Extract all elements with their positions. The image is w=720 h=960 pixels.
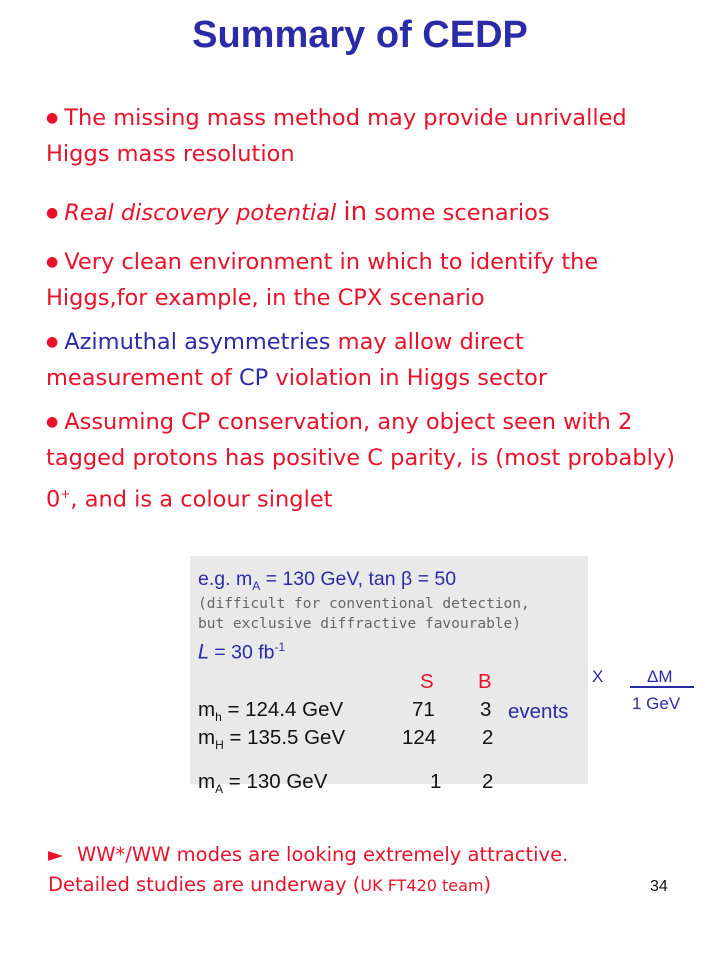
bullet-text: may allow direct measurement of [46, 329, 524, 391]
bullet-superscript: + [60, 487, 71, 501]
footer-text: Detailed studies are underway ( [48, 873, 361, 896]
bullet-text: The missing mass method may provide unrivalled Higgs mass resolution [46, 105, 627, 167]
signal-value: 124 [402, 726, 437, 749]
bullet-text-blue: asymmetries [184, 329, 331, 355]
signal-value: 71 [412, 698, 435, 721]
bullet-text: Very clean environment in which to identify the Higgs,for example, in the CPX scenario [46, 249, 599, 311]
luminosity-superscript: -1 [274, 640, 286, 654]
mass-symbol: m [198, 726, 216, 749]
footer-note [48, 840, 688, 901]
bullet-missing-mass [46, 100, 686, 172]
column-header-s: S [420, 670, 434, 693]
column-header-b: B [478, 670, 492, 693]
luminosity-value: = 30 fb [208, 641, 275, 664]
bullet-text: some scenarios [367, 200, 550, 226]
mass-subscript: A [215, 782, 224, 797]
events-label: events [508, 700, 569, 723]
eg-subscript: A [252, 578, 261, 593]
luminosity [198, 640, 285, 665]
bullet-dot-icon: ● [46, 205, 59, 221]
mass-value: = 124.4 GeV [221, 698, 344, 721]
bullet-dot-icon: ● [46, 334, 59, 350]
bullet-text: Assuming CP conservation, any object seen with 2 tagged protons has positive C parity, is (most probably) 0 [46, 409, 675, 513]
bullet-clean-environment [46, 244, 686, 316]
bullet-dot-icon: ● [46, 254, 59, 270]
team-name: UK FT420 team [360, 876, 484, 895]
background-value: 2 [482, 726, 494, 749]
background-value: 3 [480, 698, 492, 721]
times-symbol: X [592, 667, 604, 686]
bullet-discovery [46, 194, 686, 231]
example-box [190, 556, 588, 797]
footer-text: WW*/WW modes are looking extremely attractive. [77, 843, 569, 866]
bullet-text-blue: CP [238, 365, 269, 391]
bullet-text: violation in Higgs sector [268, 365, 548, 391]
mass-symbol: m [198, 770, 216, 793]
page-number: 34 [650, 878, 668, 895]
beta-symbol: β [400, 568, 413, 590]
bullet-text: , and is a colour singlet [70, 486, 333, 513]
eg-prefix: e.g. m [198, 568, 253, 590]
delta-m: ΔM [647, 667, 673, 686]
mass-value: = 130 GeV [223, 770, 328, 793]
arrow-right-icon: ► [48, 843, 63, 866]
table-row [198, 770, 327, 796]
table-row [198, 698, 343, 724]
mass-subscript: H [215, 738, 224, 753]
footer-line-1 [48, 840, 688, 870]
bullet-cp-conservation [46, 404, 686, 518]
luminosity-symbol: L [198, 640, 209, 664]
mass-value: = 135.5 GeV [223, 726, 346, 749]
example-header [198, 568, 456, 593]
fraction-bar [630, 686, 694, 688]
bullet-dot-icon: ● [46, 110, 59, 126]
one-gev: 1 GeV [632, 694, 681, 713]
footer-line-2 [48, 870, 688, 901]
signal-value: 1 [430, 770, 442, 793]
bullet-dot-icon: ● [46, 414, 59, 430]
bullet-azimuthal [46, 324, 686, 396]
bullet-text-italic: Real discovery potential [64, 200, 344, 226]
slide-title: Summary of CEDP [192, 14, 528, 56]
mass-subscript: h [215, 710, 222, 725]
background-value: 2 [482, 770, 494, 793]
bullet-text-blue: Azimuthal [64, 329, 185, 355]
eg-end: = 50 [412, 568, 457, 590]
table-row [198, 726, 345, 752]
note-line-1: (difficult for conventional detection, [198, 596, 530, 612]
footer-text: ) [483, 873, 492, 896]
bullet-text-in: in [343, 197, 368, 227]
mass-symbol: m [198, 698, 216, 721]
eg-rest: = 130 GeV, tan [260, 568, 401, 590]
note-line-2: but exclusive diffractive favourable) [198, 616, 522, 632]
